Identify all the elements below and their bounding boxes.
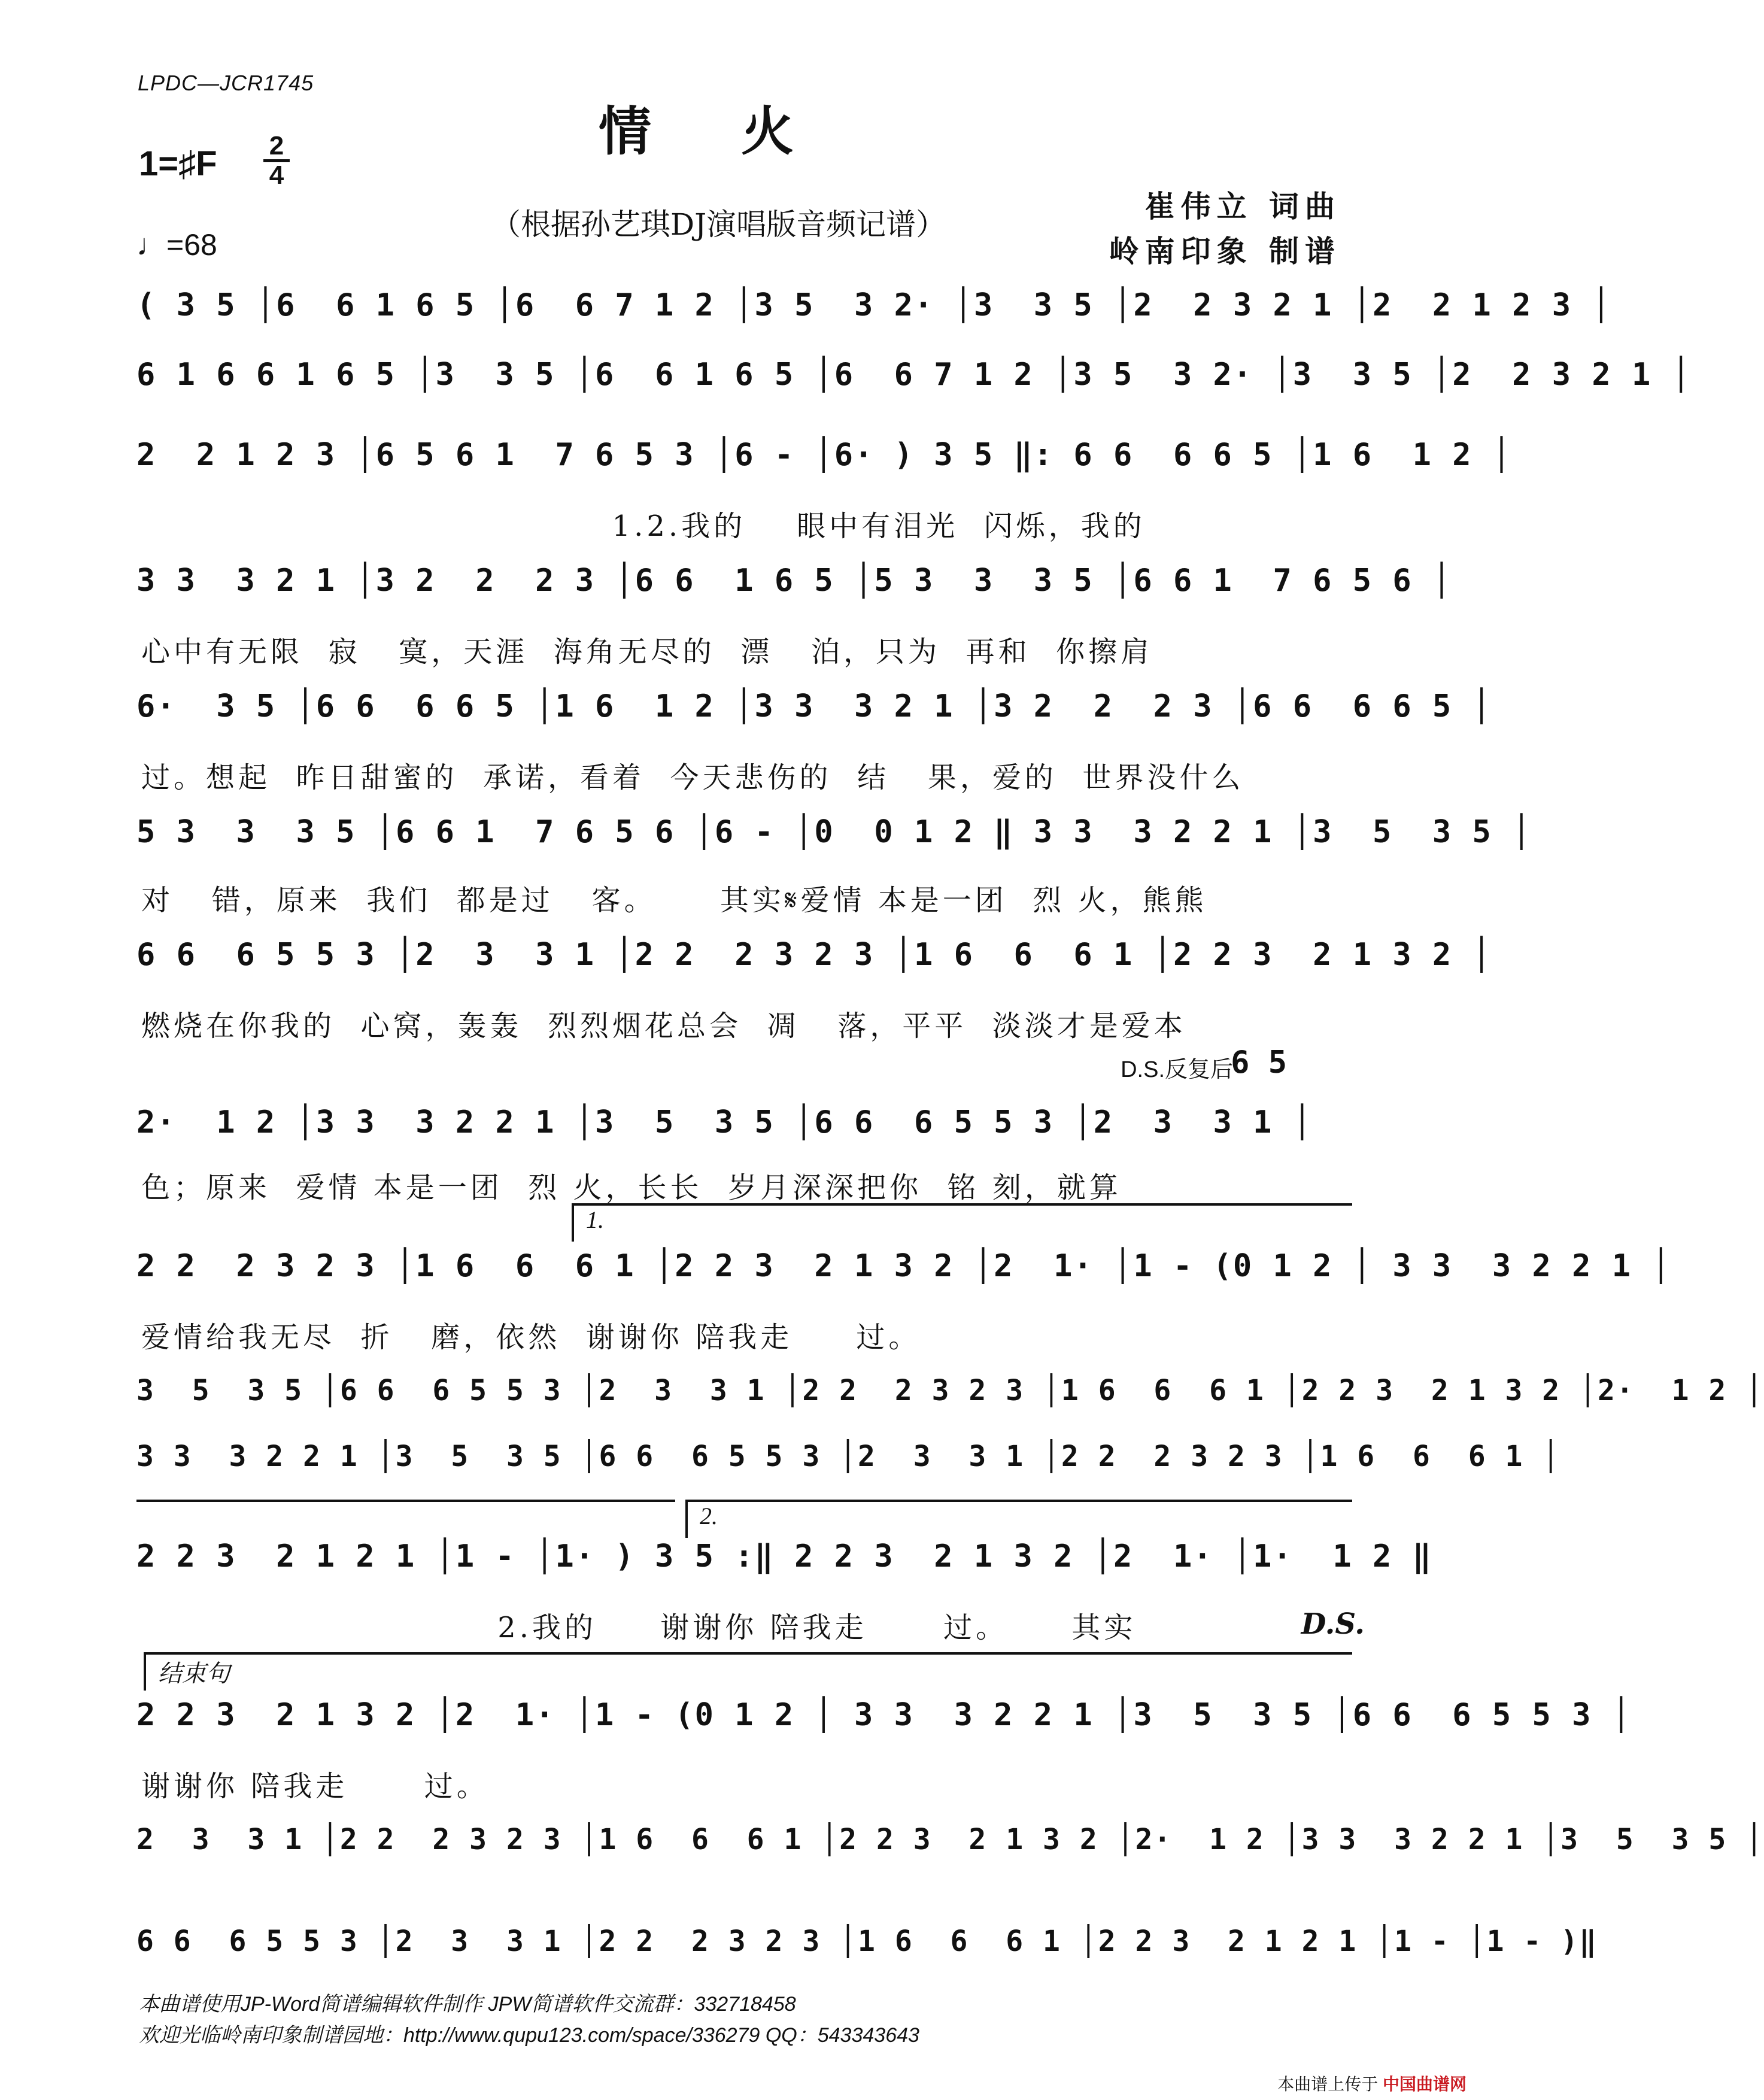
notation-line-15: 6 6 6 5 5 3 │2 3 3 1 │2 2 2 3 2 3 │1 6 6 6 1 │2 2 3 2 1 2 1 │1 - │1 - )‖ <box>136 1925 1598 1958</box>
notation-line-9: 2 2 2 3 2 3 │1 6 6 6 1 │2 2 3 2 1 3 2 │2 1· │1 - (0 1 2 │ 3 3 3 2 2 1 │ <box>136 1248 1672 1284</box>
notation-line-14: 2 3 3 1 │2 2 2 3 2 3 │1 6 6 6 1 │2 2 3 2 1 3 2 │2· 1 2 │3 3 3 2 2 1 │3 5 3 5 │ <box>136 1823 1764 1856</box>
ending-label: 结束句 <box>158 1660 230 1687</box>
volta-1-continuation <box>136 1500 675 1538</box>
composer-credit: 崔伟立 词曲 <box>1144 189 1341 224</box>
lyric-line-12: 2.我的 谢谢你 陪我走 过。 其实 <box>141 1611 1137 1644</box>
footer-line-2: 欢迎光临岭南印象制谱园地：http://www.qupu123.com/space/336279 QQ：543343643 <box>139 2024 919 2047</box>
lyric-line-8: 色；原来 爱情 本是一团 烈 火，长长 岁月深深把你 铭 刻，就算 <box>141 1171 1122 1204</box>
notation-line-6: 5 3 3 3 5 │6 6 1 7 6 5 6 │6 - │0 0 1 2 ‖ 3 3 3 2 2 1 │3 5 3 5 │ <box>136 814 1532 850</box>
time-signature <box>263 133 290 189</box>
upload-note <box>1277 2071 1467 2095</box>
meter-top: 2 <box>263 133 290 162</box>
lyric-line-6: 对 错，原来 我们 都是过 客。 其实𝄋爱情 本是一团 烈 火，熊熊 <box>141 884 1207 917</box>
notation-line-10: 3 5 3 5 │6 6 6 5 5 3 │2 3 3 1 │2 2 2 3 2 3 │1 6 6 6 1 │2 2 3 2 1 3 2 │2· 1 2 │ <box>136 1374 1764 1407</box>
upload-prefix: 本曲谱上传于 <box>1277 2075 1379 2093</box>
ds-alt-notes: 6 5 <box>1231 1045 1287 1081</box>
ds-mark: D.S. <box>1301 1607 1365 1641</box>
arranger-credit: 岭南印象 制谱 <box>1109 233 1341 269</box>
ds-repeat-label: D.S.反复后 <box>1121 1057 1233 1082</box>
volta-1-label: 1. <box>586 1206 604 1233</box>
footer-line-1: 本曲谱使用JP-Word简谱编辑软件制作 JPW简谱软件交流群：332718458 <box>139 1993 796 2016</box>
volta-2-bracket <box>685 1500 1352 1538</box>
notation-line-11: 3 3 3 2 2 1 │3 5 3 5 │6 6 6 5 5 3 │2 3 3 1 │2 2 2 3 2 3 │1 6 6 6 1 │ <box>136 1440 1561 1473</box>
volta-2-label: 2. <box>700 1503 718 1530</box>
lyric-line-5: 过。想起 昨日甜蜜的 承诺，看着 今天悲伤的 结 果，爱的 世界没什么 <box>141 761 1244 794</box>
notation-line-13: 2 2 3 2 1 3 2 │2 1· │1 - (0 1 2 │ 3 3 3 2 2 1 │3 5 3 5 │6 6 6 5 5 3 │ <box>136 1697 1632 1733</box>
notation-line-2: 6 1 6 6 1 6 5 │3 3 5 │6 6 1 6 5 │6 6 7 1 2 │3 5 3 2· │3 3 5 │2 2 3 2 1 │ <box>136 357 1692 393</box>
key-signature: 1=♯F <box>139 144 217 183</box>
lyric-line-4: 心中有无限 寂 寞，天涯 海角无尽的 漂 泊，只为 再和 你擦肩 <box>141 635 1153 669</box>
subtitle: （根据孙艺琪DJ演唱版音频记谱） <box>491 207 946 242</box>
notation-line-7: 6 6 6 5 5 3 │2 3 3 1 │2 2 2 3 2 3 │1 6 6 6 1 │2 2 3 2 1 3 2 │ <box>136 937 1492 973</box>
notation-line-12: 2 2 3 2 1 2 1 │1 - │1· ) 3 5 :‖ 2 2 3 2 1 3 2 │2 1· │1· 1 2 ‖ <box>136 1538 1432 1574</box>
lyric-line-13: 谢谢你 陪我走 过。 <box>141 1770 489 1803</box>
lyric-line-9: 爱情给我无尽 折 磨，依然 谢谢你 陪我走 过。 <box>141 1321 921 1354</box>
tempo-mark: ♩=68 <box>136 228 217 262</box>
notation-line-5: 6· 3 5 │6 6 6 6 5 │1 6 1 2 │3 3 3 2 1 │3 2 2 2 3 │6 6 6 6 5 │ <box>136 688 1492 724</box>
notation-line-4: 3 3 3 2 1 │3 2 2 2 3 │6 6 1 6 5 │5 3 3 3 5 │6 6 1 7 6 5 6 │ <box>136 563 1453 599</box>
notation-line-3: 2 2 1 2 3 │6 5 6 1 7 6 5 3 │6 - │6· ) 3 5 ‖: 6 6 6 6 5 │1 6 1 2 │ <box>136 437 1513 473</box>
volta-1-bracket <box>572 1203 1352 1242</box>
page-title: 情火 <box>599 100 884 162</box>
meter-bottom: 4 <box>269 160 284 190</box>
notation-line-8: 2· 1 2 │3 3 3 2 2 1 │3 5 3 5 │6 6 6 5 5 3 │2 3 3 1 │ <box>136 1104 1313 1140</box>
ending-bracket <box>144 1652 1352 1691</box>
score-code: LPDC—JCR1745 <box>138 71 314 95</box>
lyric-line-7: 燃烧在你我的 心窝，轰轰 烈烈烟花总会 凋 落，平平 淡淡才是爱本 <box>141 1009 1186 1043</box>
notation-line-1: ( 3 5 │6 6 1 6 5 │6 6 7 1 2 │3 5 3 2· │3 3 5 │2 2 3 2 1 │2 2 1 2 3 │ <box>136 287 1612 323</box>
upload-site-logo[interactable]: 中国曲谱网 <box>1382 2075 1467 2093</box>
lyric-line-3: 1.2.我的 眼中有泪光 闪烁，我的 <box>141 509 1146 543</box>
